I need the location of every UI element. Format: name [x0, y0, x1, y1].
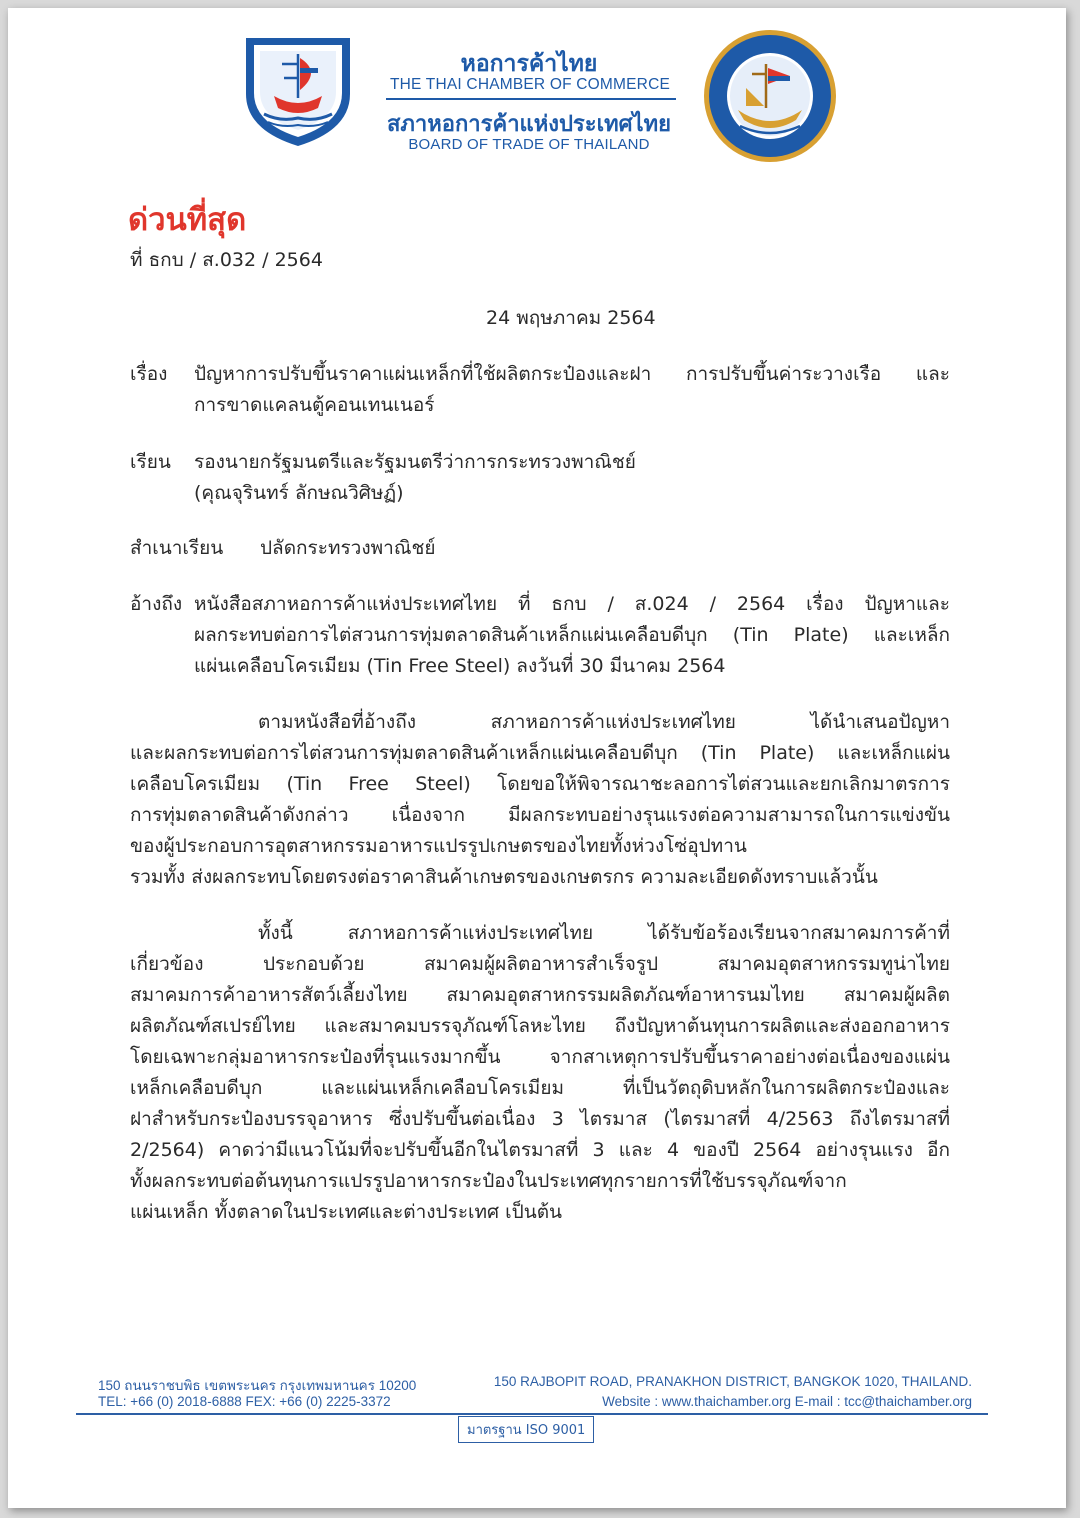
body-paragraph-2-line: ทั้งนี้ สภาหอการค้าแห่งประเทศไทย ได้รับข้อร้องเรียนจากสมาคมการค้าที่ [258, 922, 950, 944]
reference-line: หนังสือสภาหอการค้าแห่งประเทศไทย ที่ ธกบ / ส.024 / 2564 เรื่อง ปัญหาและ [194, 593, 950, 615]
urgency-label: ด่วนที่สุด [128, 202, 247, 238]
subject-line: ปัญหาการปรับขึ้นราคาแผ่นเหล็กที่ใช้ผลิตกระป๋องและฝา การปรับขึ้นค่าระวางเรือ และ [194, 363, 950, 385]
letter-page [8, 8, 1066, 1508]
body-paragraph-1-line: รวมทั้ง ส่งผลกระทบโดยตรงต่อราคาสินค้าเกษตรของเกษตรกร ความละเอียดดังทราบแล้วนั้น [130, 866, 878, 888]
board-of-trade-seal-logo [702, 28, 838, 164]
footer-address-english: 150 RAJBOPIT ROAD, PRANAKHON DISTRICT, BANGKOK 1020, THAILAND. [493, 1374, 972, 1389]
reference-label: อ้างถึง [130, 593, 183, 615]
body-paragraph-1-line: การทุ่มตลาดสินค้าดังกล่าว เนื่องจาก มีผลกระทบอย่างรุนแรงต่อความสามารถในการแข่งขัน [130, 804, 950, 826]
footer-address-thai: 150 ถนนราชบพิธ เขตพระนคร กรุงเทพมหานคร 10200 [98, 1378, 417, 1393]
recipient-line: รองนายกรัฐมนตรีและรัฐมนตรีว่าการกระทรวงพาณิชย์ [194, 451, 636, 473]
body-paragraph-2-line: ทั้งผลกระทบต่อต้นทุนการแปรรูปอาหารกระป๋องในประเทศทุกรายการที่ใช้บรรจุภัณฑ์จาก [130, 1170, 847, 1192]
board-name-english: BOARD OF TRADE OF THAILAND [408, 136, 650, 153]
body-paragraph-2-line: เกี่ยวข้อง ประกอบด้วย สมาคมผู้ผลิตอาหารสำเร็จรูป สมาคมอุตสาหกรรมทูน่าไทย [130, 953, 950, 975]
org-name-thai: หอการค้าไทย [460, 51, 598, 77]
org-name-english: THE THAI CHAMBER OF COMMERCE [389, 76, 671, 93]
footer-divider [76, 1413, 988, 1415]
body-paragraph-1-line: เคลือบโครเมียม (Tin Free Steel) โดยขอให้พิจารณาชะลอการไต่สวนและยกเลิกมาตรการ [130, 773, 950, 795]
reference-line: แผ่นเคลือบโครเมียม (Tin Free Steel) ลงวันที่ 30 มีนาคม 2564 [194, 655, 726, 677]
header-divider [386, 98, 676, 100]
body-paragraph-2-line: ฝาสำหรับกระป๋องบรรจุอาหาร ซึ่งปรับขึ้นต่อเนื่อง 3 ไตรมาส (ไตรมาสที่ 4/2563 ถึงไตรมาสที่ [130, 1108, 950, 1130]
reference-number: ที่ ธกบ / ส.032 / 2564 [130, 249, 323, 271]
body-paragraph-2-line: เหล็กเคลือบดีบุก และแผ่นเหล็กเคลือบโครเมียม ที่เป็นวัตถุดิบหลักในการผลิตกระป๋องและ [130, 1077, 950, 1099]
footer-phone: TEL: +66 (0) 2018-6888 FEX: +66 (0) 2225-3372 [98, 1394, 391, 1409]
body-paragraph-2-line: ผลิตภัณฑ์สเปรย์ไทย และสมาคมบรรจุภัณฑ์โลหะไทย ถึงปัญหาต้นทุนการผลิตและส่งออกอาหาร [130, 1015, 950, 1037]
recipient-label: เรียน [130, 451, 171, 473]
recipient-line: (คุณจุรินทร์ ลักษณวิศิษฏ์) [194, 482, 404, 504]
body-paragraph-2-line: โดยเฉพาะกลุ่มอาหารกระป๋องที่รุนแรงมากขึ้น จากสาเหตุการปรับขึ้นราคาอย่างต่อเนื่องของแผ่น [130, 1046, 950, 1068]
reference-line: ผลกระทบต่อการไต่สวนการทุ่มตลาดสินค้าเหล็กแผ่นเคลือบดีบุก (Tin Plate) และเหล็ก [194, 624, 950, 646]
body-paragraph-1-line: ของผู้ประกอบการอุตสาหกรรมอาหารแปรรูปเกษตรของไทยทั้งห่วงโซ่อุปทาน [130, 835, 747, 857]
cc-recipient: ปลัดกระทรวงพาณิชย์ [260, 537, 436, 559]
body-paragraph-1-line: และผลกระทบต่อการไต่สวนการทุ่มตลาดสินค้าเหล็กแผ่นเคลือบดีบุก (Tin Plate) และเหล็กแผ่น [130, 742, 950, 764]
body-paragraph-2-line: สมาคมการค้าอาหารสัตว์เลี้ยงไทย สมาคมอุตสาหกรรมผลิตภัณฑ์อาหารนมไทย สมาคมผู้ผลิต [130, 984, 950, 1006]
body-paragraph-2-line: แผ่นเหล็ก ทั้งตลาดในประเทศและต่างประเทศ เป็นต้น [130, 1201, 563, 1223]
letter-date: 24 พฤษภาคม 2564 [486, 307, 656, 329]
thai-chamber-shield-logo [240, 30, 356, 150]
body-paragraph-1-line: ตามหนังสือที่อ้างถึง สภาหอการค้าแห่งประเทศไทย ได้นำเสนอปัญหา [258, 711, 950, 733]
subject-line: การขาดแคลนตู้คอนเทนเนอร์ [194, 394, 435, 416]
footer-website-email: Website : www.thaichamber.org E-mail : tcc@thaichamber.org [602, 1394, 972, 1409]
cc-label: สำเนาเรียน [130, 537, 224, 559]
iso-certification-badge: มาตรฐาน ISO 9001 [458, 1416, 594, 1443]
body-paragraph-2-line: 2/2564) คาดว่ามีแนวโน้มที่จะปรับขึ้นอีกในไตรมาสที่ 3 และ 4 ของปี 2564 อย่างรุนแรง อีก [130, 1139, 950, 1161]
board-name-thai: สภาหอการค้าแห่งประเทศไทย [386, 112, 672, 137]
subject-label: เรื่อง [130, 363, 168, 385]
